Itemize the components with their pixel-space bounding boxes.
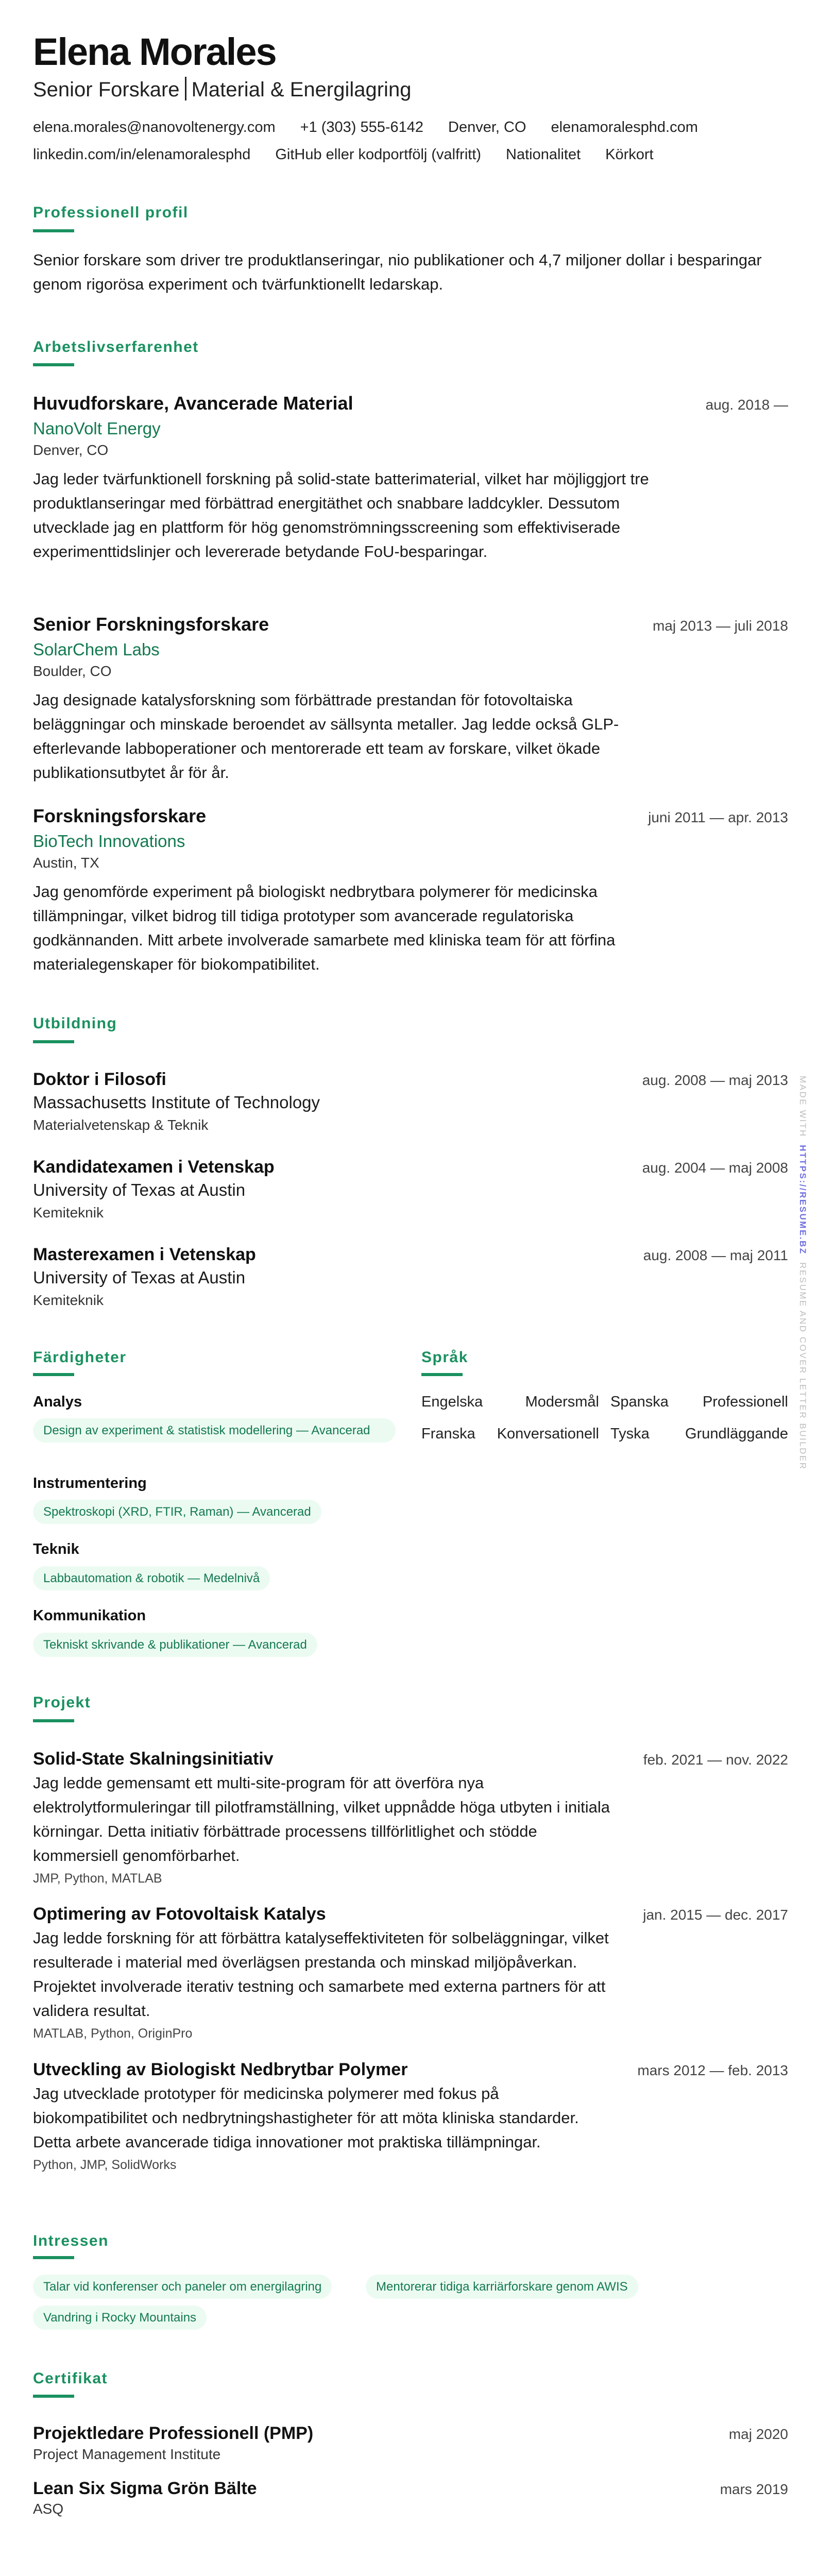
interest-chip: Mentorerar tidiga karriärforskare genom AWIS	[366, 2275, 638, 2299]
job-description: Jag leder tvärfunktionell forskning på solid-state batterimaterial, vilket har möjliggjort tre produktlanseringar med förbättrad energitäthet och snabbare laddcykler. Dessutom utvecklade jag en plattform för hög genomströmningsscreening som effektiviserade experimenttidslinjer och levererade betydande FoU-besparingar.	[33, 470, 649, 561]
field-of-study: Kemiteknik	[33, 1292, 104, 1308]
headline-role: Senior Forskare	[33, 78, 180, 101]
institution: University of Texas at Austin	[33, 1268, 246, 1287]
section-heading-certificates: Certifikat	[33, 2370, 108, 2387]
contact-website[interactable]: elenamoralesphd.com	[551, 119, 698, 135]
project-tech: MATLAB, Python, OriginPro	[33, 2026, 193, 2041]
job-entry	[33, 392, 788, 564]
watermark-link[interactable]: HTTPS://RESUME.BZ	[798, 1145, 808, 1255]
certificate-date: maj 2020	[728, 2426, 788, 2442]
job-header	[33, 613, 788, 636]
education-header	[33, 1067, 788, 1091]
language-level: Professionell	[702, 1394, 788, 1410]
education-header	[33, 1243, 788, 1266]
section-divider	[33, 1040, 74, 1043]
language-name: Engelska	[421, 1394, 483, 1410]
section-heading-experience: Arbetslivserfarenhet	[33, 338, 199, 355]
contact-github[interactable]: GitHub eller kodportfölj (valfritt)	[275, 146, 482, 163]
watermark	[796, 1076, 809, 1470]
certificate-issuer: Project Management Institute	[33, 2446, 221, 2462]
language-item	[421, 1423, 599, 1444]
project-header	[33, 2058, 788, 2081]
job-title: Senior Forskningsforskare	[33, 614, 269, 635]
contact-license: Körkort	[605, 146, 654, 163]
section-heading-languages: Språk	[421, 1349, 468, 1366]
project-dates: jan. 2015 — dec. 2017	[643, 1907, 788, 1923]
education-dates: aug. 2004 — maj 2008	[642, 1160, 788, 1176]
skill-group-name: Analys	[33, 1394, 82, 1410]
project-title: Solid-State Skalningsinitiativ	[33, 1749, 274, 1769]
profile-summary: Senior forskare som driver tre produktlanseringar, nio publikationer och 4,7 miljoner dollar i besparingar genom rigorösa experiment och tvärfunktionellt ledarskap.	[33, 251, 762, 293]
skill-group-name: Kommunikation	[33, 1607, 146, 1624]
project-title: Optimering av Fotovoltaisk Katalys	[33, 1904, 326, 1924]
contact-email[interactable]: elena.morales@nanovoltenergy.com	[33, 119, 276, 135]
language-item	[421, 1392, 599, 1412]
job-entry	[33, 804, 788, 976]
watermark-suffix: RESUME AND COVER LETTER BUILDER	[798, 1262, 808, 1470]
contact-row-2	[33, 144, 785, 165]
degree: Doktor i Filosofi	[33, 1070, 166, 1089]
skill-group-name: Instrumentering	[33, 1475, 147, 1492]
project-entry	[33, 1747, 788, 1887]
contact-location: Denver, CO	[448, 119, 526, 135]
contact-phone[interactable]: +1 (303) 555-6142	[300, 119, 424, 135]
project-description: Jag utvecklade prototyper för medicinska polymerer med fokus på biokompatibilitet och nedbrytningshastigheter för att möta kliniska standarder. Detta arbete avancerade tidiga innovationer mot praktiska tillämpningar.	[33, 2084, 579, 2151]
institution: Massachusetts Institute of Technology	[33, 1093, 320, 1112]
job-location: Austin, TX	[33, 855, 99, 871]
certificate-header	[33, 2421, 788, 2445]
language-name: Franska	[421, 1426, 475, 1442]
project-title: Utveckling av Biologiskt Nedbrytbar Polymer	[33, 2060, 408, 2079]
contact-nationality: Nationalitet	[506, 146, 581, 163]
job-header	[33, 804, 788, 828]
language-list	[421, 1392, 788, 1444]
certificate-name: Lean Six Sigma Grön Bälte	[33, 2479, 257, 2498]
language-name: Tyska	[610, 1426, 650, 1442]
project-header	[33, 1902, 788, 1926]
section-heading-skills: Färdigheter	[33, 1349, 127, 1366]
certificate-date: mars 2019	[720, 2481, 788, 2497]
section-heading-education: Utbildning	[33, 1015, 117, 1032]
job-description: Jag designade katalysforskning som förbättrade prestandan för fotovoltaiska beläggningar och minskade beroendet av sällsynta metaller. Jag ledde också GLP-efterlevande labboperationer och mentorerade ett team av forskare, vilket ökade publikationsutbytet år för år.	[33, 691, 619, 782]
skill-chip: Tekniskt skrivande & publikationer — Avancerad	[33, 1633, 317, 1657]
language-level: Grundläggande	[685, 1426, 788, 1442]
language-level: Modersmål	[525, 1394, 599, 1410]
job-title: Forskningsforskare	[33, 805, 207, 826]
job-header	[33, 392, 788, 415]
project-description: Jag ledde gemensamt ett multi-site-program för att överföra nya elektrolytformuleringar till pilotframställning, vilket uppnådde höga utbyten i initiala körningar. Detta initiativ förbättrade processens tillförlitlighet och stödde kommersiell genomförbarhet.	[33, 1774, 610, 1865]
job-title: Huvudforskare, Avancerade Material	[33, 393, 353, 414]
project-entry	[33, 2058, 788, 2174]
job-entry	[33, 613, 788, 785]
job-description: Jag genomförde experiment på biologiskt nedbrytbara polymerer för medicinska tillämpningar, vilket bidrog till tidiga prototyper som avancerade regulatoriska godkännanden. Mitt arbete involverade samarbete med kliniska team för att förfina materialegenskaper för biokompatibilitet.	[33, 883, 616, 973]
candidate-name: Elena Morales	[33, 30, 276, 73]
interest-chip: Talar vid konferenser och paneler om energilagring	[33, 2275, 332, 2299]
headline-divider	[185, 77, 186, 100]
section-divider	[33, 1719, 74, 1722]
education-dates: aug. 2008 — maj 2011	[643, 1247, 788, 1263]
job-dates: maj 2013 — juli 2018	[652, 618, 788, 634]
job-location: Boulder, CO	[33, 663, 112, 679]
interest-chip: Vandring i Rocky Mountains	[33, 2306, 207, 2330]
certificate-name: Projektledare Professionell (PMP)	[33, 2424, 314, 2443]
degree: Kandidatexamen i Vetenskap	[33, 1157, 275, 1177]
degree: Masterexamen i Vetenskap	[33, 1245, 256, 1264]
job-location: Denver, CO	[33, 442, 109, 458]
project-dates: feb. 2021 — nov. 2022	[643, 1752, 788, 1768]
section-heading-projects: Projekt	[33, 1694, 91, 1711]
certificate-header	[33, 2477, 788, 2500]
project-entry	[33, 1902, 788, 2042]
language-item	[610, 1392, 788, 1412]
education-header	[33, 1155, 788, 1179]
project-tech: Python, JMP, SolidWorks	[33, 2158, 177, 2172]
project-description: Jag ledde forskning för att förbättra katalyseffektiviteten för solbeläggningar, vilket resulterade i material med överlägsen prestanda och minskad miljöpåverkan. Projektet involverade iterativ testning och samarbete med externa partners för att validera resultat.	[33, 1929, 609, 2020]
section-divider	[33, 2395, 74, 2398]
language-level: Konversationell	[497, 1426, 599, 1442]
field-of-study: Kemiteknik	[33, 1205, 104, 1221]
job-company: SolarChem Labs	[33, 640, 160, 659]
headline-field: Material & Energilagring	[191, 78, 412, 101]
section-divider	[33, 1373, 74, 1376]
project-dates: mars 2012 — feb. 2013	[637, 2062, 788, 2078]
language-item	[610, 1423, 788, 1444]
section-divider	[421, 1373, 463, 1376]
job-dates: juni 2011 — apr. 2013	[648, 809, 788, 825]
contact-linkedin[interactable]: linkedin.com/in/elenamoralesphd	[33, 146, 251, 163]
job-company: BioTech Innovations	[33, 832, 185, 851]
job-dates: aug. 2018 —	[705, 397, 788, 413]
skill-group-name: Teknik	[33, 1541, 79, 1557]
project-tech: JMP, Python, MATLAB	[33, 1871, 162, 1886]
contact-row-1	[33, 117, 785, 138]
section-divider	[33, 363, 74, 366]
job-company: NanoVolt Energy	[33, 419, 161, 438]
language-name: Spanska	[610, 1394, 669, 1410]
section-divider	[33, 229, 74, 232]
section-divider	[33, 2256, 74, 2259]
education-dates: aug. 2008 — maj 2013	[642, 1072, 788, 1088]
institution: University of Texas at Austin	[33, 1180, 246, 1199]
headline	[33, 77, 411, 102]
certificate-issuer: ASQ	[33, 2501, 64, 2517]
watermark-prefix: MADE WITH	[798, 1076, 808, 1138]
section-heading-profile: Professionell profil	[33, 204, 189, 221]
field-of-study: Materialvetenskap & Teknik	[33, 1117, 209, 1133]
skill-chip: Labbautomation & robotik — Medelnivå	[33, 1566, 270, 1590]
skill-chip: Design av experiment & statistisk modellering — Avancerad	[33, 1418, 396, 1443]
project-header	[33, 1747, 788, 1771]
skill-chip: Spektroskopi (XRD, FTIR, Raman) — Avancerad	[33, 1500, 321, 1524]
section-heading-interests: Intressen	[33, 2232, 109, 2249]
